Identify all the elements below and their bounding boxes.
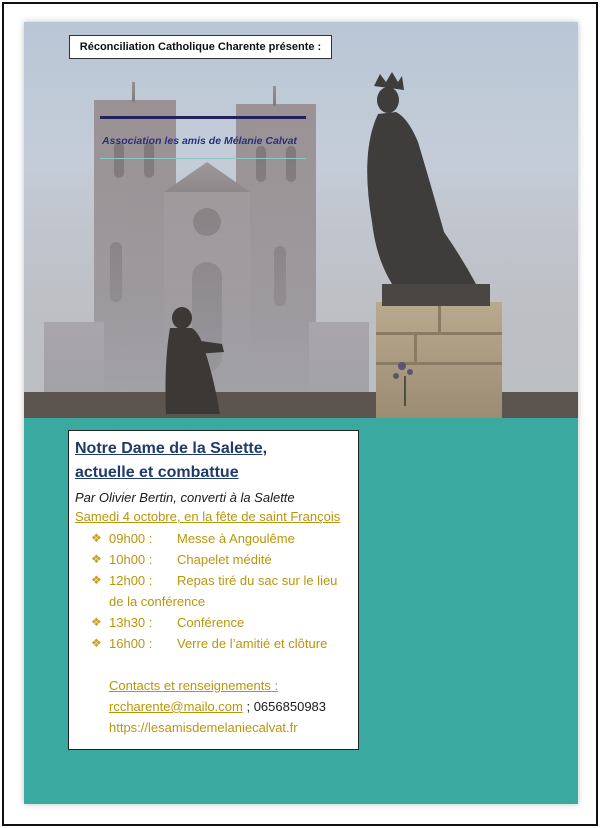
diamond-bullet-icon: ❖ [91,636,102,650]
association-underline [100,158,306,159]
association-rule [100,116,306,119]
schedule-item [75,549,358,570]
schedule-time: 12h00 : [109,573,153,588]
schedule-item [75,570,358,591]
event-info-card [68,430,359,750]
schedule-item [75,612,358,633]
basilica-photo [24,22,578,418]
schedule-activity: Messe à Angoulême [177,531,295,546]
schedule-time: 16h00 : [109,636,153,651]
diamond-bullet-icon: ❖ [91,573,102,587]
schedule-time: 10h00 : [109,552,153,567]
event-speaker: Par Olivier Bertin, converti à la Salette [75,490,295,505]
email-link[interactable]: rccharente@mailo.com [109,699,243,714]
schedule-item [75,633,358,654]
diamond-bullet-icon: ❖ [91,552,102,566]
event-title-line-2: actuelle et combattue [75,464,239,481]
basilica-illustration [24,22,578,418]
event-title [75,437,358,487]
schedule-time: 09h00 : [109,531,153,546]
contact-email-phone [109,696,358,717]
presenter-label: Réconciliation Catholique Charente présente : [79,41,322,53]
schedule-activity: Conférence [177,615,245,630]
contacts-section [75,675,358,738]
event-schedule [75,528,358,654]
schedule-activity: Verre de l’amitié et clôture [177,636,328,651]
event-date: Samedi 4 octobre, en la fête de saint François [75,509,341,524]
phone-number: 0656850983 [253,699,327,714]
contact-separator: ; [242,699,254,714]
presenter-banner [69,35,332,59]
event-title-line-1: Notre Dame de la Salette, [75,440,268,457]
schedule-activity-continuation: de la conférence [109,594,206,609]
schedule-activity: Repas tiré du sac sur le lieu [177,573,338,588]
website-link[interactable]: https://lesamisdemelaniecalvat.fr [109,720,298,735]
schedule-activity: Chapelet médité [177,552,272,567]
contacts-title: Contacts et renseignements : [109,678,279,693]
association-label: Association les amis de Mélanie Calvat [102,135,297,147]
schedule-item [75,528,358,549]
diamond-bullet-icon: ❖ [91,615,102,629]
statue-pedestal [376,284,502,418]
diamond-bullet-icon: ❖ [91,531,102,545]
schedule-time: 13h30 : [109,615,153,630]
